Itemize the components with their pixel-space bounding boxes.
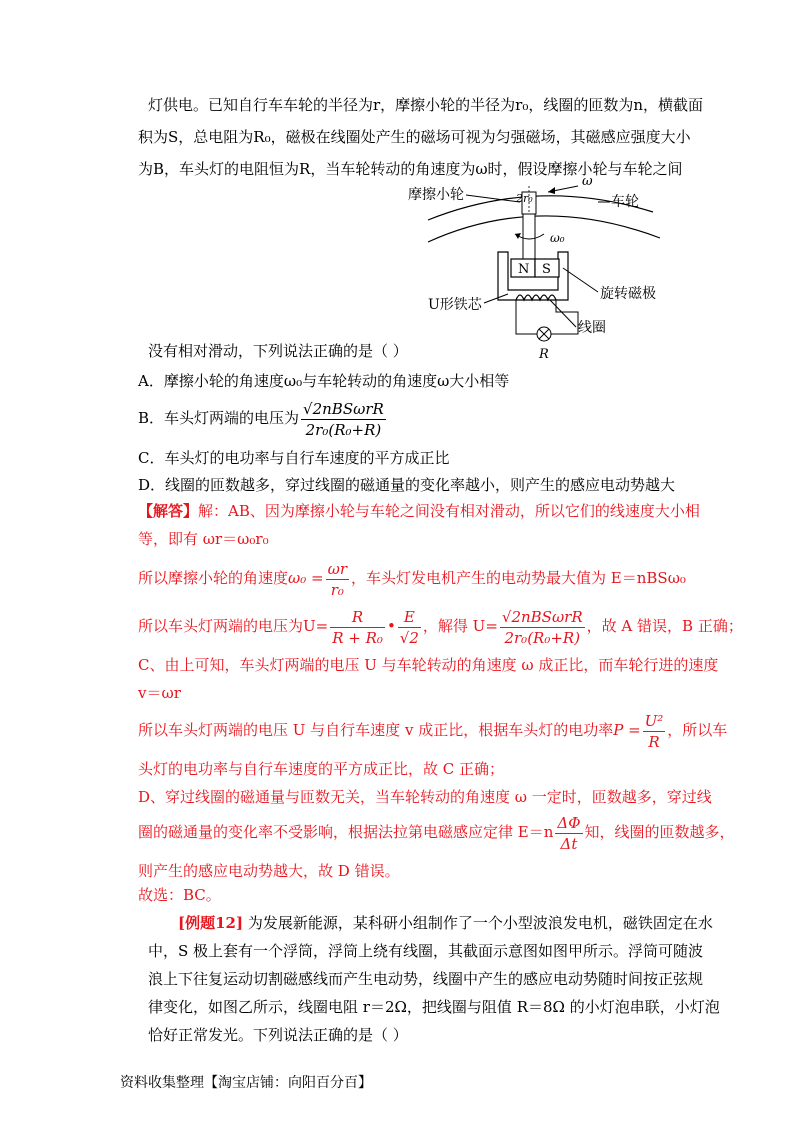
option-c: C．车头灯的电功率与自行车速度的平方成正比	[138, 449, 450, 467]
solution-line-10	[138, 812, 735, 854]
solution-tag: 【解答】	[138, 502, 199, 520]
coil-label: 线圈	[578, 320, 606, 336]
generator-figure	[398, 172, 698, 367]
omega0-label: ω₀	[550, 231, 565, 245]
footer-text: 资料收集整理【淘宝店铺：向阳百分百】	[120, 1075, 372, 1091]
solution-line-3	[138, 558, 686, 600]
solution-line-6: v＝ωr	[138, 684, 181, 702]
s7-lhs: P =	[613, 721, 641, 739]
option-b-den: 2r₀(R₀+R)	[305, 420, 382, 439]
example-line-3: 浪上下往复运动切割磁感线而产生电动势，线圈中产生的感应电动势随时间按正弦规	[148, 970, 704, 988]
shaft	[523, 214, 535, 262]
example-line-2: 中，S 极上套有一个浮筒，浮筒上绕有线圈，其截面示意图如图甲所示。浮筒可随波	[148, 942, 704, 960]
s4-num3: √2nBSωrR	[501, 607, 583, 626]
s4-fraction-3	[500, 607, 585, 648]
option-b	[138, 398, 388, 440]
radius-label: 2r₀	[516, 192, 533, 205]
option-d: D．线圈的匝数越多，穿过线圈的磁通量的变化率越小，则产生的感应电动势越大	[138, 476, 676, 494]
solution-line-8: 头灯的电功率与自行车速度的平方成正比，故 C 正确；	[138, 760, 505, 778]
s3-den: r₀	[330, 580, 344, 599]
lamp-r-label: R	[539, 347, 549, 362]
intro-line-1: 灯供电。已知自行车车轮的半径为r，摩擦小轮的半径为r₀，线圈的匝数为n，横截面	[148, 96, 704, 114]
wheel-label: 车轮	[611, 194, 639, 210]
magnet-s-label: S	[542, 262, 551, 277]
option-b-prefix: B．车头灯两端的电压为	[138, 409, 300, 427]
s10-prefix: 圈的磁通量的变化率不受影响，根据法拉第电磁感应定律 E＝n	[138, 823, 554, 841]
s10-den: Δt	[560, 834, 578, 853]
s4-prefix: 所以车头灯两端的电压为U=	[138, 617, 329, 635]
option-b-fraction	[301, 399, 386, 440]
s3-num: ωr	[327, 559, 348, 578]
s4-num1: R	[330, 607, 385, 628]
s10-suffix: 知，线圈的匝数越多，	[584, 823, 735, 841]
friction-wheel-label: 摩擦小轮	[408, 187, 464, 203]
s4-dot: •	[386, 617, 396, 635]
s3-fraction	[326, 559, 349, 600]
option-b-num: √2nBSωrR	[303, 399, 384, 418]
example-line-4: 律变化，如图乙所示，线圈电阻 r＝2Ω，把线圈与阻值 R＝8Ω 的小灯泡串联，小灯泡	[148, 998, 720, 1016]
u-core-label: U形铁芯	[428, 297, 482, 313]
solution-conclusion: 故选：BC。	[138, 886, 221, 904]
solution-line-4	[138, 606, 743, 648]
example-line-1	[178, 912, 713, 934]
solution-line-1-text: 解：AB、因为摩擦小轮与车轮之间没有相对滑动，所以它们的线速度大小相	[198, 502, 700, 520]
s7-fraction	[643, 711, 666, 752]
solution-line-11: 则产生的感应电动势越大，故 D 错误。	[138, 862, 400, 880]
intro-line-2: 积为S，总电阻为R₀，磁极在线圈处产生的磁场可视为匀强磁场，其磁感应强度大小	[138, 128, 691, 146]
s3-suffix: ，车头灯发电机产生的电动势最大值为 E＝nBSω₀	[351, 569, 686, 587]
s4-mid: ，解得 U=	[422, 617, 498, 635]
intro-line-3: 为B，车头灯的电阻恒为R，当车轮转动的角速度为ω时，假设摩擦小轮与车轮之间	[138, 160, 683, 178]
solution-line-9: D、穿过线圈的磁通量与匝数无关，当车轮转动的角速度 ω 一定时，匝数越多，穿过线	[138, 788, 712, 806]
s4-num2: E	[398, 607, 421, 628]
s10-num: ΔΦ	[557, 813, 581, 832]
rotating-magnet-label: 旋转磁极	[600, 286, 656, 302]
magnet-n-label: N	[518, 262, 530, 277]
wheel-inner-arc	[428, 216, 660, 242]
example-line-5: 恰好正常发光。下列说法正确的是（ ）	[148, 1026, 408, 1044]
s3-prefix: 所以摩擦小轮的角速度	[138, 569, 289, 587]
example-line-1-text: 为发展新能源，某科研小组制作了一个小型波浪发电机，磁铁固定在水	[243, 914, 713, 932]
solution-line-7	[138, 710, 727, 752]
example-tag: [例题12]	[178, 914, 244, 932]
omega-label: ω	[582, 174, 593, 189]
s4-suffix: ，故 A 错误，B 正确；	[586, 617, 743, 635]
s7-prefix: 所以车头灯两端的电压 U 与自行车速度 v 成正比，根据车头灯的电功率	[138, 721, 614, 739]
solution-line-1	[138, 500, 700, 522]
s10-fraction	[555, 813, 582, 854]
s7-num: U²	[644, 711, 664, 730]
s7-suffix: ，所以车	[667, 721, 728, 739]
s7-den: R	[648, 732, 660, 751]
s4-fraction-1	[330, 607, 385, 648]
s3-lhs: ω₀ =	[288, 569, 324, 587]
s4-fraction-2	[398, 607, 421, 648]
intro-line-4: 没有相对滑动，下列说法正确的是（ ）	[148, 342, 408, 360]
s4-den2: √2	[399, 628, 419, 647]
solution-line-5: C、由上可知，车头灯两端的电压 U 与车轮转动的角速度 ω 成正比，而车轮行进的速度	[138, 656, 719, 674]
s4-den1: R + R₀	[332, 628, 383, 647]
solution-line-2: 等，即有 ωr＝ω₀r₀	[138, 530, 269, 548]
option-a: A．摩擦小轮的角速度ω₀与车轮转动的角速度ω大小相等	[138, 372, 510, 390]
s4-den3: 2r₀(R₀+R)	[504, 628, 581, 647]
